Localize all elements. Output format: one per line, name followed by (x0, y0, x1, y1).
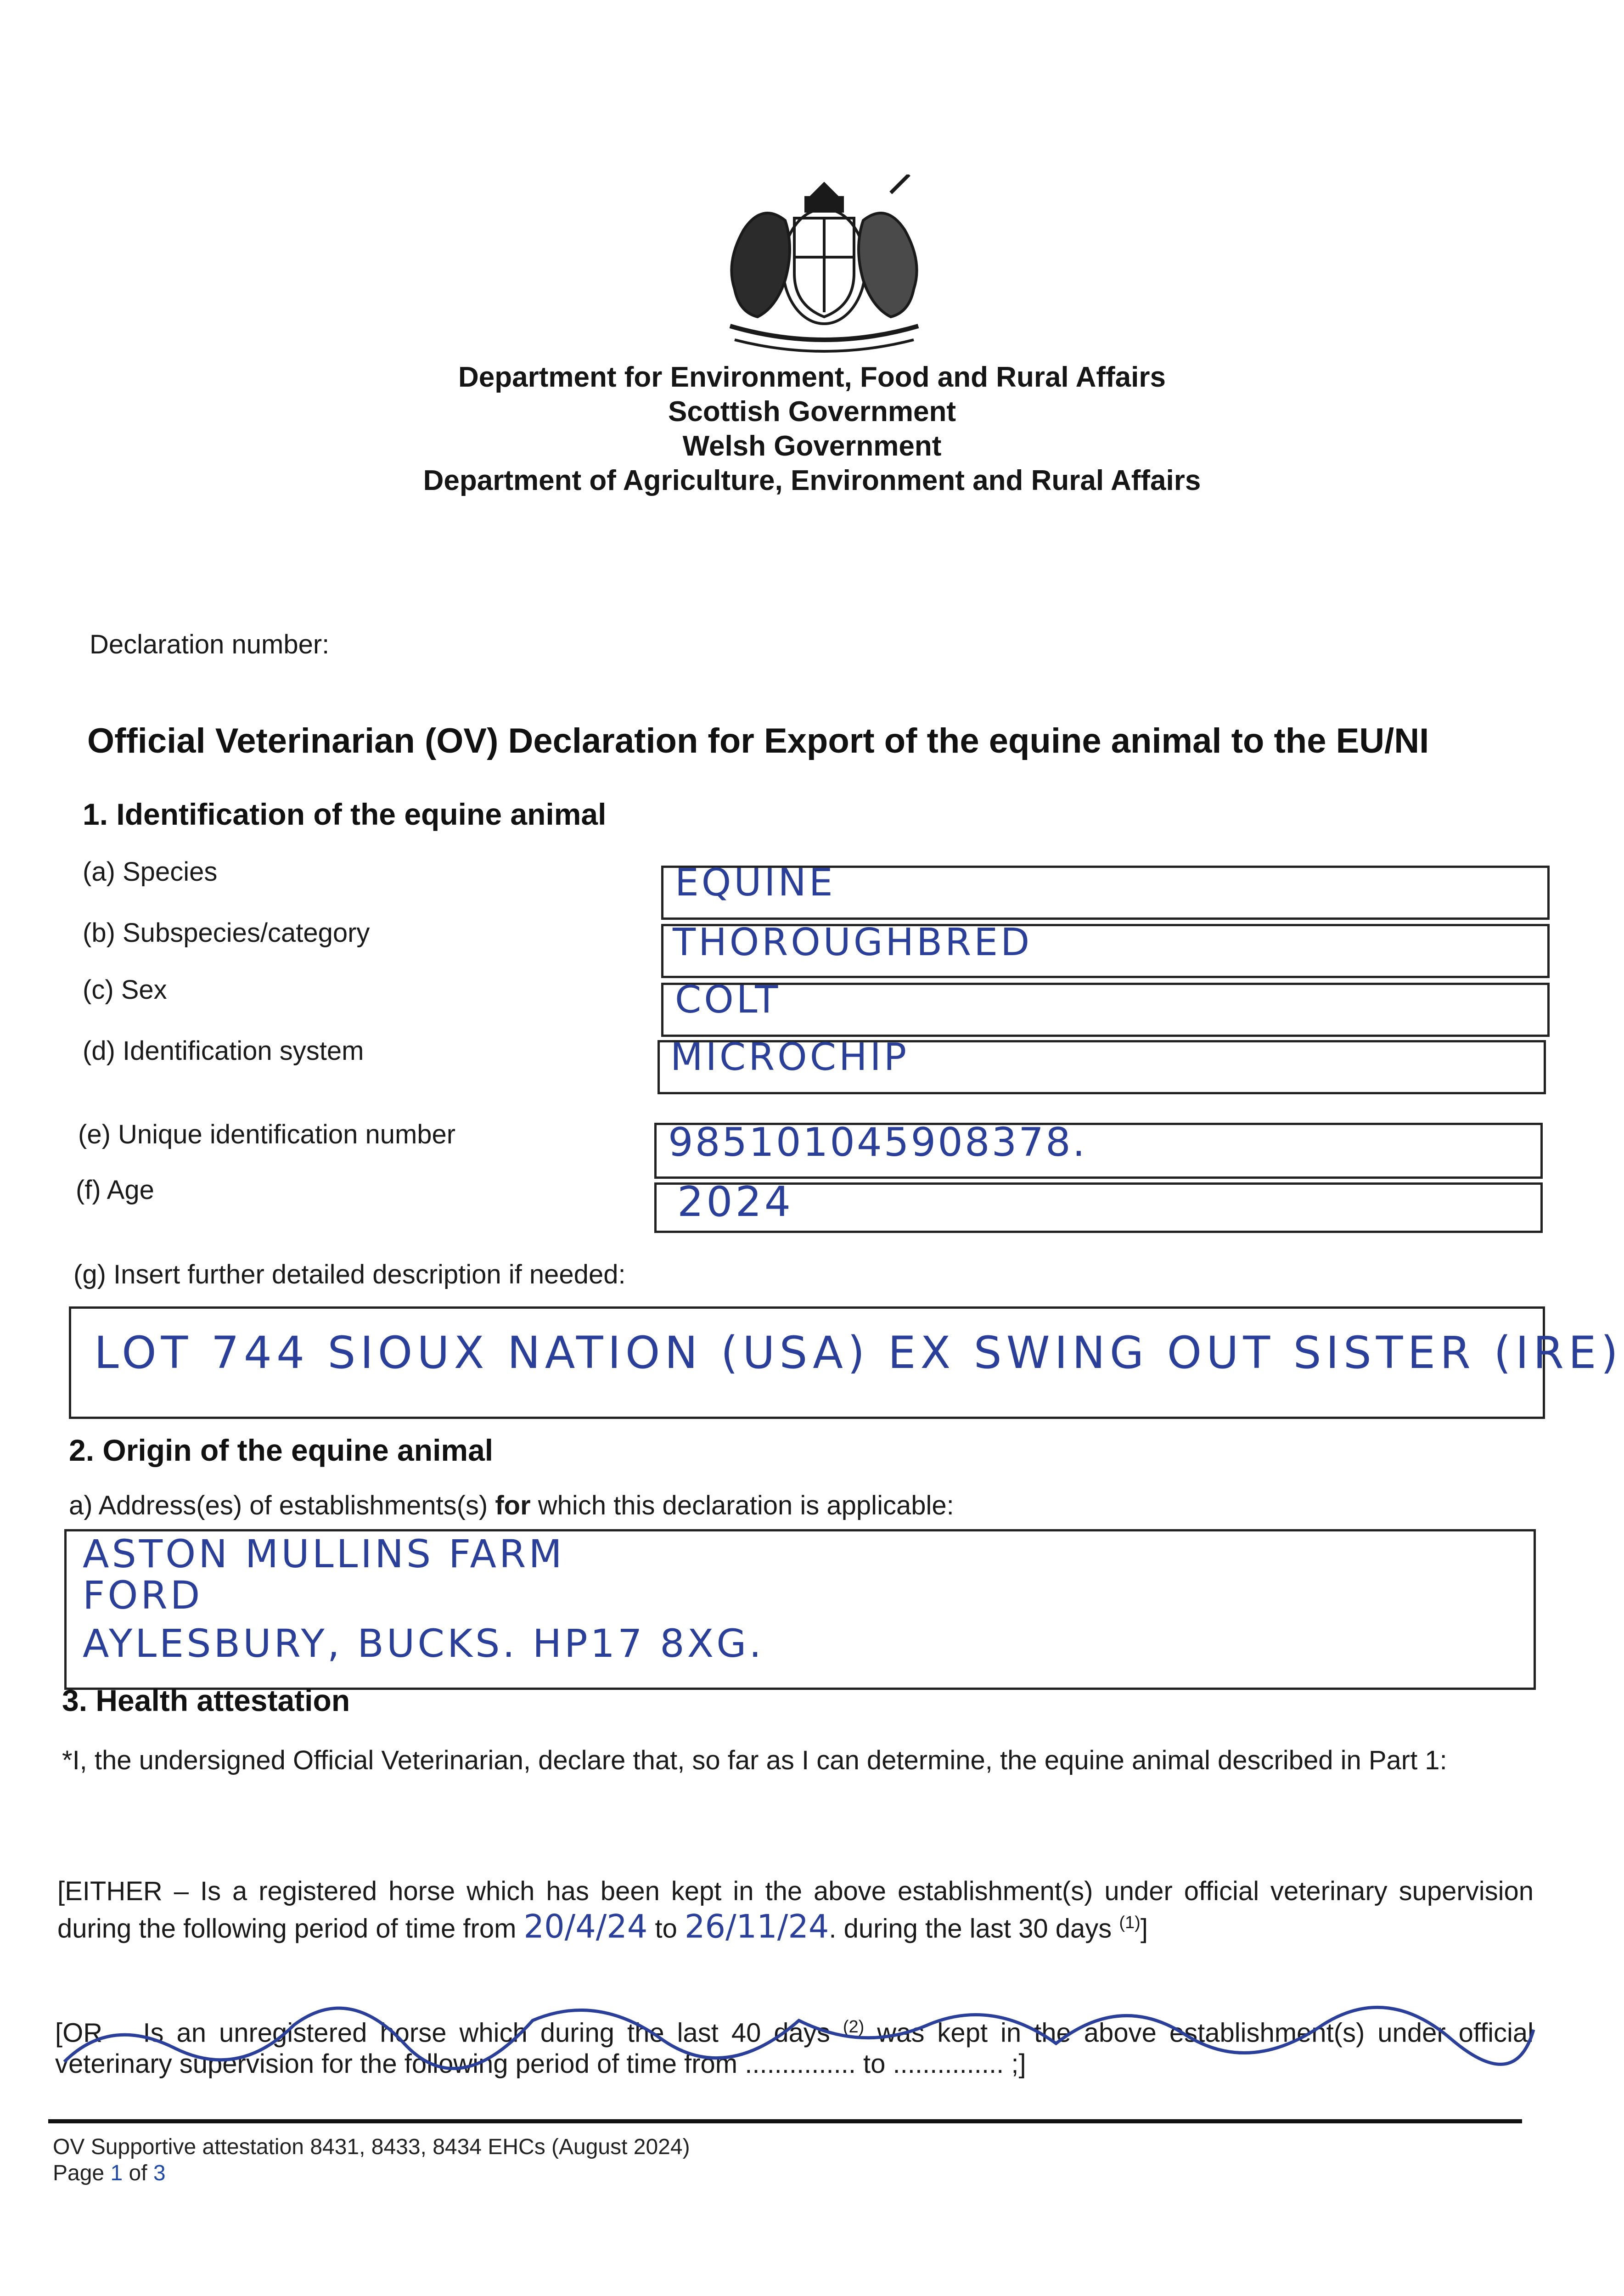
footer-attestation-text: OV Supportive attestation 8431, 8433, 8434 EHCs (August 2024) (53, 2135, 690, 2159)
sex-field[interactable] (661, 983, 1550, 1037)
unique-id-label: (e) Unique identification number (78, 1120, 456, 1149)
or-strikethrough-scribble (55, 1975, 1543, 2085)
declaration-number-label: Declaration number: (90, 630, 330, 659)
address-label (69, 1490, 954, 1521)
either-to-date: 26/11/24 (685, 1908, 829, 1946)
section1-heading: 1. Identification of the equine animal (83, 797, 607, 831)
section3-heading: 3. Health attestation (62, 1683, 350, 1717)
address-label-text-2: which this declaration is applicable: (530, 1491, 954, 1520)
sex-label: (c) Sex (83, 975, 167, 1005)
department-heading-2: Scottish Government (668, 396, 956, 428)
footer-page-current: 1 (110, 2161, 123, 2185)
department-heading-3: Welsh Government (682, 430, 942, 462)
either-from-date: 20/4/24 (523, 1908, 648, 1946)
identification-system-value: MICROCHIP (670, 1035, 910, 1079)
footer-of-word: of (129, 2161, 147, 2185)
unique-id-value: 985101045908378. (668, 1120, 1087, 1165)
footer-page-number (53, 2161, 166, 2186)
address-line-2: FORD (83, 1573, 203, 1618)
either-tail: . during the last 30 days (829, 1913, 1112, 1944)
sex-value: COLT (675, 978, 781, 1022)
either-end-bracket: ] (1140, 1913, 1148, 1944)
section2-heading: 2. Origin of the equine animal (69, 1433, 494, 1467)
species-value: EQUINE (675, 861, 836, 905)
document-title: Official Veterinarian (OV) Declaration for Export of the equine animal to the EU/NI (87, 721, 1429, 760)
further-description-label: (g) Insert further detailed description if needed: (73, 1260, 626, 1289)
either-to-word: to (655, 1913, 677, 1944)
subspecies-value: THOROUGHBRED (673, 921, 1033, 964)
either-footnote-ref: (1) (1119, 1913, 1141, 1932)
footer-page-word: Page (53, 2161, 105, 2185)
department-heading-4: Department of Agriculture, Environment and Rural Affairs (423, 465, 1201, 496)
or-footnote-ref: (2) (843, 2017, 865, 2037)
species-label: (a) Species (83, 857, 218, 887)
identification-system-label: (d) Identification system (83, 1036, 364, 1066)
health-intro-paragraph: *I, the undersigned Official Veterinarian, declare that, so far as I can determine, the equine animal described in Part 1: (62, 1745, 1447, 1775)
address-label-text-1: a) Address(es) of establishments(s) (69, 1491, 495, 1520)
subspecies-label: (b) Subspecies/category (83, 918, 370, 948)
age-value: 2024 (677, 1178, 794, 1226)
royal-coat-of-arms-emblem (716, 174, 932, 358)
either-text: [EITHER – Is a registered horse which has been kept in the above establishment(s) under official veterinary supervision during the following period of time from (57, 1876, 1534, 1944)
further-description-value: LOT 744 SIOUX NATION (USA) EX SWING OUT SISTER (IRE) (94, 1327, 1623, 1379)
or-text-a: [OR – Is an unregistered horse which during the last 40 days (55, 2018, 830, 2048)
footer-rule (48, 2119, 1522, 2123)
either-paragraph (57, 1876, 1534, 1944)
footer-page-total: 3 (153, 2161, 166, 2185)
department-heading-1: Department for Environment, Food and Rural Affairs (458, 361, 1166, 393)
address-label-bold: for (495, 1491, 531, 1520)
or-text-b: was kept in the above establishment(s) under official veterinary supervision for the following period of time from ............... to ............... ;] (55, 2018, 1534, 2079)
address-line-1: ASTON MULLINS FARM (83, 1531, 565, 1576)
age-label: (f) Age (76, 1175, 154, 1205)
address-line-3: AYLESBURY, BUCKS. HP17 8XG. (83, 1621, 764, 1666)
